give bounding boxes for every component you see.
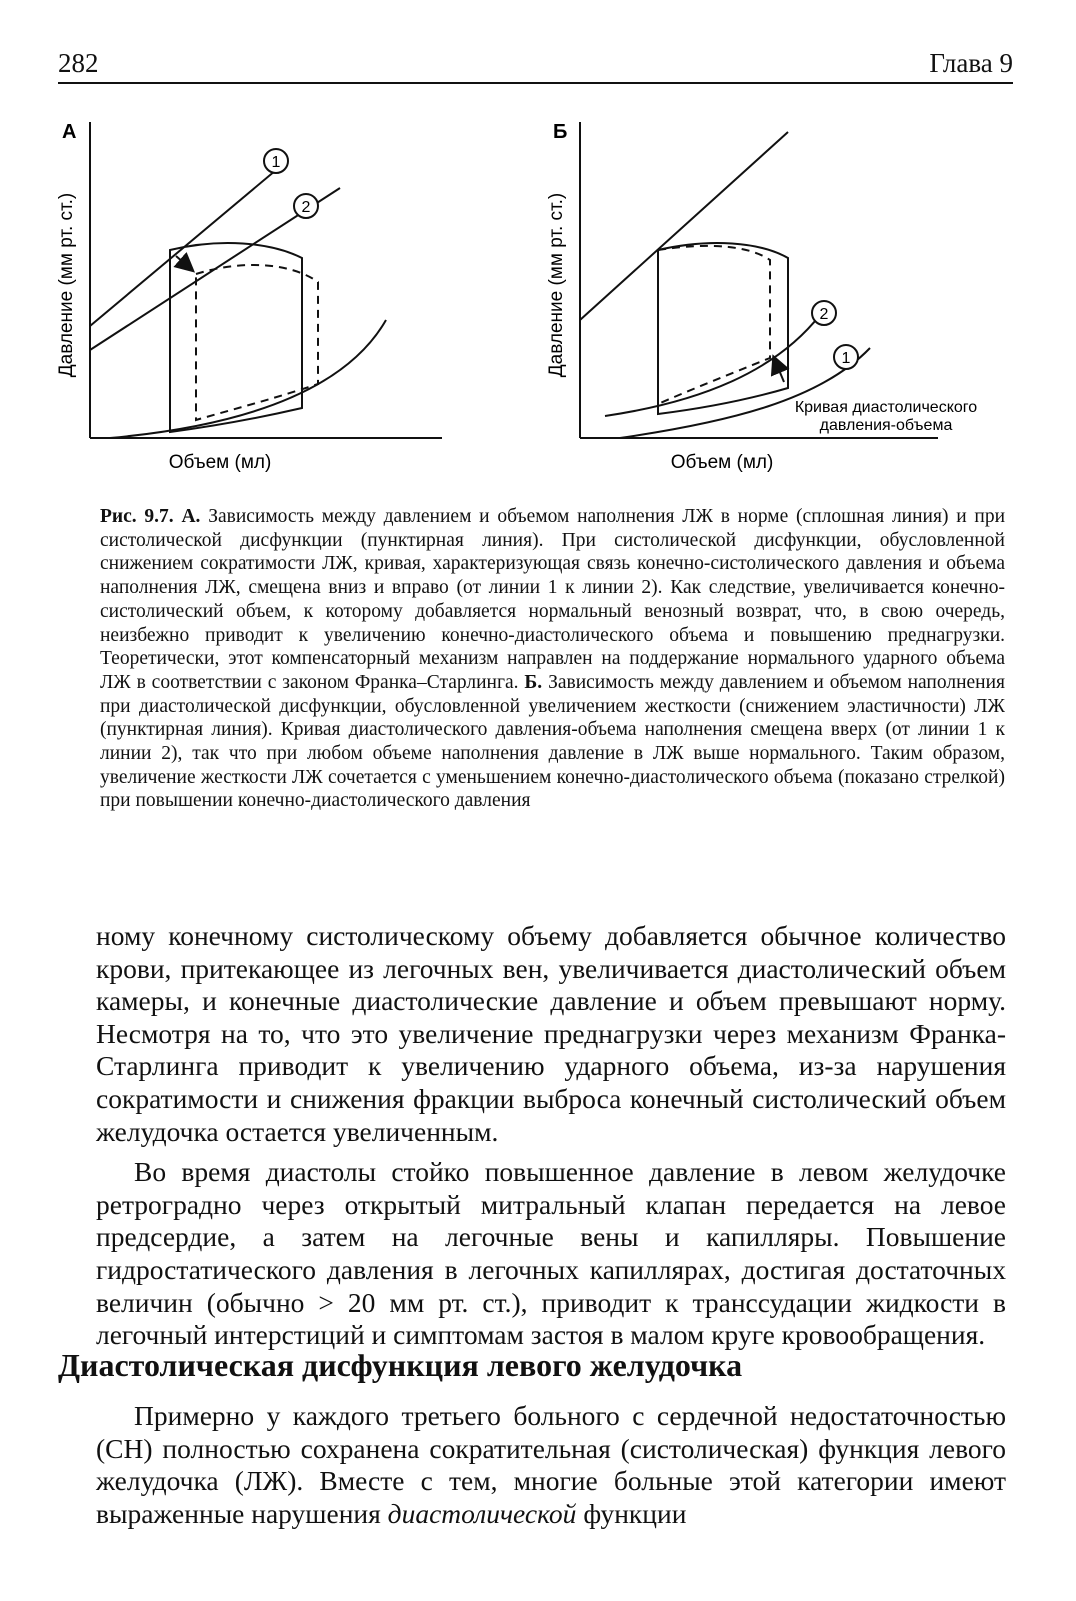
panel-b-label: Б — [553, 121, 568, 143]
panel-b-espvr-line — [580, 132, 788, 320]
panel-b-arrow — [774, 358, 784, 382]
body-text — [96, 920, 1006, 1352]
page-number: 282 — [58, 48, 99, 78]
panel-b-normal-loop — [658, 243, 788, 414]
panel-b-xlabel: Объем (мл) — [670, 452, 774, 473]
panel-b-annotation-2: давления-объема — [819, 417, 953, 434]
panel-a-arrow — [176, 256, 192, 270]
panel-a — [56, 121, 442, 473]
body-text-2 — [96, 1400, 1006, 1530]
panel-b-ylabel: Давление (мм рт. ст.) — [546, 192, 567, 378]
paragraph-start: Примерно у каждого третьего больного с сердечной недостаточностью (СН) полностью сохранена сократительная (систолическая) функция левого желудочка (ЛЖ). Вместе с тем, многие больные этой категории имеют выраженные нарушения — [96, 1400, 1006, 1529]
figure-9-7 — [50, 110, 1030, 490]
panel-a-normal-loop — [170, 243, 302, 432]
panel-b-stiff-loop — [658, 246, 770, 404]
paragraph-end: функции — [576, 1497, 687, 1529]
caption-fig-ref: Рис. 9.7. — [100, 506, 174, 527]
figure-svg — [50, 110, 1030, 490]
caption-part-a-text: Зависимость между давлением и объемом наполнения ЛЖ в норме (сплошная линия) и при систолической дисфункции (пунктирная линия). При систолической дисфункции, обусловленной снижением сократимости ЛЖ, кривая, характеризующая связь конечно-систолического давления и объема наполнения ЛЖ, смещена вниз и вправо (от линии 1 к линии 2). Как следствие, увеличивается конечно-систолический объем, к которому добавляется нормальный венозный возврат, что, в свою очередь, неизбежно приводит к увеличению конечно-диастолического объема и повышению преднагрузки. Теоретически, этот компенсаторный механизм направлен на поддержание нормального ударного объема ЛЖ в соответствии с законом Франка–Старлинга. — [100, 506, 1006, 693]
paragraph — [96, 1400, 1006, 1530]
caption-part-b-label: Б. — [524, 671, 543, 693]
chapter-title: Глава 9 — [929, 48, 1013, 78]
paragraph-emphasis: диастолической — [387, 1497, 577, 1529]
panel-a-espvr-line-1 — [90, 160, 288, 326]
header-rule — [58, 82, 1013, 84]
caption-part-a-label: А. — [181, 506, 201, 527]
panel-b-annotation-1: Кривая диастолического — [794, 399, 978, 416]
paragraph: ному конечному систолическому объему добавляется обычное количество крови, притекающее из легочных вен, увеличивается диастолический объем камеры, и конечные диастолические давление и объем превышают норму. Несмотря на то, что это увеличение преднагрузки через механизм Франка-Старлинга приводит к увеличению ударного объема, из-за нарушения сократимости и снижения фракции выброса конечный систолический объем желудочка остается увеличенным. — [96, 920, 1006, 1147]
paragraph: Во время диастолы стойко повышенное давление в левом желудочке ретроградно через открытый митральный клапан передается на левое предсердие, а затем на легочные вены и капилляры. Повышение гидростатического давления в легочных капиллярах, достигая достаточных величин (обычно > 20 мм рт. ст.), приводит к транссудации жидкости в легочный интерстиций и симптомам застоя в малом круге кровообращения. — [96, 1156, 1006, 1351]
panel-b — [546, 121, 977, 473]
panel-a-marker-2-text: 2 — [301, 199, 311, 216]
panel-a-ylabel: Давление (мм рт. ст.) — [56, 192, 77, 378]
panel-a-label: А — [62, 121, 77, 143]
section-title: Диастолическая дисфункция левого желудочка — [58, 1347, 743, 1383]
panel-a-xlabel: Объем (мл) — [168, 452, 272, 473]
panel-b-marker-2-text: 2 — [819, 306, 829, 323]
panel-b-marker-1-text: 1 — [841, 350, 851, 367]
panel-a-marker-1-text: 1 — [271, 154, 281, 171]
page-header — [58, 46, 1013, 86]
caption-part-b-text: Зависимость между давлением и объемом наполнения при диастолической дисфункции, обусловленной увеличением жесткости (снижением эластичности) ЛЖ (пунктирная линия). Кривая диастолического давления-объема наполнения смещена вверх (от линии 1 к линии 2), так что при любом объеме наполнения давление в ЛЖ выше нормального. Таким образом, увеличение жесткости ЛЖ сочетается с уменьшением конечно-диастолического объема (показано стрелкой) при повышении конечно-диастолического давления — [100, 671, 1006, 812]
panel-a-dysfunction-loop — [196, 265, 318, 420]
figure-caption — [100, 505, 1005, 813]
